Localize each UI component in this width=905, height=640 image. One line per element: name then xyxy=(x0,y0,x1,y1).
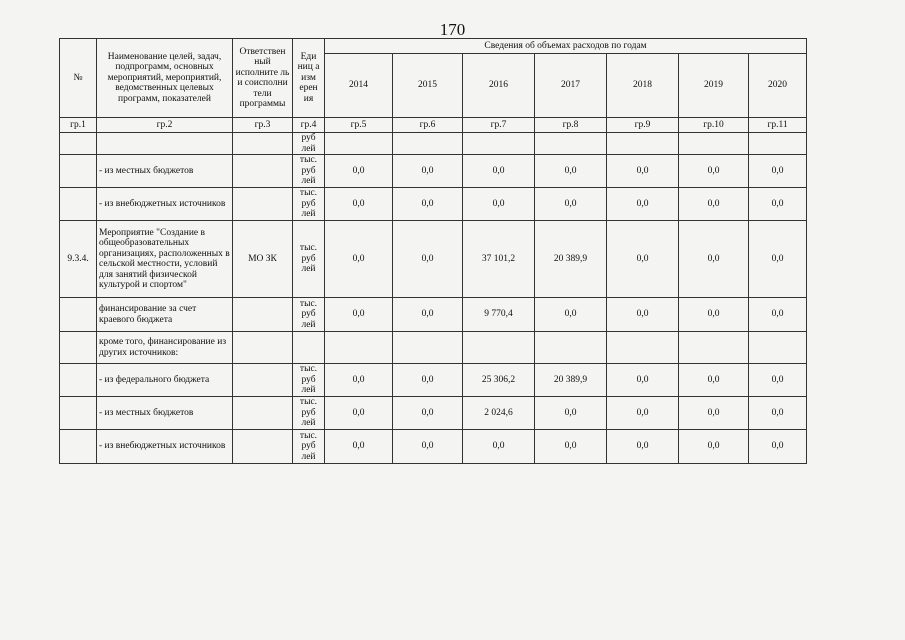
gr-label: гр.8 xyxy=(535,118,607,133)
table-row xyxy=(60,155,807,188)
gr-label: гр.4 xyxy=(293,118,325,133)
row-value: 0,0 xyxy=(749,155,807,188)
row-value: 0,0 xyxy=(535,188,607,221)
row-number xyxy=(60,397,97,430)
table-row xyxy=(60,397,807,430)
column-number-row xyxy=(60,118,807,133)
row-unit: тыс. руб лей xyxy=(293,155,325,188)
row-value xyxy=(463,133,535,155)
row-value: 0,0 xyxy=(749,221,807,298)
header-year: 2016 xyxy=(463,54,535,118)
row-value: 0,0 xyxy=(393,155,463,188)
header-year: 2015 xyxy=(393,54,463,118)
row-value xyxy=(325,133,393,155)
row-responsible: МО ЗК xyxy=(233,221,293,298)
gr-label: гр.9 xyxy=(607,118,679,133)
row-unit: тыс. руб лей xyxy=(293,188,325,221)
row-value: 9 770,4 xyxy=(463,298,535,332)
row-name: финансирование за счет краевого бюджета xyxy=(97,298,233,332)
row-value: 0,0 xyxy=(393,364,463,397)
row-value: 0,0 xyxy=(393,397,463,430)
header-expenses: Сведения об объемах расходов по годам xyxy=(325,39,807,54)
row-value: 0,0 xyxy=(607,364,679,397)
table-row xyxy=(60,364,807,397)
row-value: 0,0 xyxy=(535,155,607,188)
row-name: Мероприятие "Создание в общеобразовательных организациях, расположенных в сельской местности, условий для занятий физической культурой и спортом" xyxy=(97,221,233,298)
row-value: 0,0 xyxy=(393,221,463,298)
row-responsible xyxy=(233,298,293,332)
row-value: 0,0 xyxy=(679,188,749,221)
row-value xyxy=(325,332,393,364)
header-year: 2014 xyxy=(325,54,393,118)
row-value: 0,0 xyxy=(679,364,749,397)
row-value: 0,0 xyxy=(749,364,807,397)
row-value: 0,0 xyxy=(463,430,535,464)
row-value: 0,0 xyxy=(679,155,749,188)
row-name: - из федерального бюджета xyxy=(97,364,233,397)
row-name xyxy=(97,133,233,155)
row-value xyxy=(535,133,607,155)
row-name: - из местных бюджетов xyxy=(97,155,233,188)
row-unit: тыс. руб лей xyxy=(293,364,325,397)
table-row xyxy=(60,430,807,464)
gr-label: гр.2 xyxy=(97,118,233,133)
row-responsible xyxy=(233,397,293,430)
expenses-table xyxy=(59,38,807,464)
header-year: 2017 xyxy=(535,54,607,118)
gr-label: гр.6 xyxy=(393,118,463,133)
row-responsible xyxy=(233,364,293,397)
row-value xyxy=(749,332,807,364)
row-value: 0,0 xyxy=(607,397,679,430)
row-value: 0,0 xyxy=(325,155,393,188)
row-value: 0,0 xyxy=(325,188,393,221)
row-unit: руб лей xyxy=(293,133,325,155)
row-number xyxy=(60,155,97,188)
row-responsible xyxy=(233,188,293,221)
table-row xyxy=(60,298,807,332)
header-unit: Еди ниц а изм ерен ия xyxy=(293,39,325,118)
row-value: 20 389,9 xyxy=(535,364,607,397)
header-year: 2019 xyxy=(679,54,749,118)
row-value: 0,0 xyxy=(607,298,679,332)
row-value: 0,0 xyxy=(607,430,679,464)
table-row xyxy=(60,188,807,221)
row-value xyxy=(607,133,679,155)
row-value: 0,0 xyxy=(749,298,807,332)
row-unit xyxy=(293,332,325,364)
row-number xyxy=(60,298,97,332)
row-value xyxy=(463,332,535,364)
row-value: 0,0 xyxy=(393,430,463,464)
row-number xyxy=(60,188,97,221)
row-value: 0,0 xyxy=(607,221,679,298)
header-responsible: Ответствен ный исполните ль и соисполни тели программы xyxy=(233,39,293,118)
row-value: 0,0 xyxy=(749,188,807,221)
row-value xyxy=(393,332,463,364)
row-name: - из внебюджетных источников xyxy=(97,188,233,221)
row-value: 0,0 xyxy=(463,155,535,188)
row-number: 9.3.4. xyxy=(60,221,97,298)
row-responsible xyxy=(233,332,293,364)
row-value: 0,0 xyxy=(463,188,535,221)
header-name: Наименование целей, задач, подпрограмм, основных мероприятий, мероприятий, ведомственных целевых программ, показателей xyxy=(97,39,233,118)
row-value: 0,0 xyxy=(535,298,607,332)
row-value: 0,0 xyxy=(325,397,393,430)
row-value: 0,0 xyxy=(679,298,749,332)
row-value: 0,0 xyxy=(607,188,679,221)
row-value: 25 306,2 xyxy=(463,364,535,397)
row-number xyxy=(60,133,97,155)
row-value xyxy=(393,133,463,155)
row-value xyxy=(535,332,607,364)
row-value: 0,0 xyxy=(679,430,749,464)
row-value: 0,0 xyxy=(607,155,679,188)
row-responsible xyxy=(233,430,293,464)
gr-label: гр.10 xyxy=(679,118,749,133)
row-value: 37 101,2 xyxy=(463,221,535,298)
row-name: кроме того, финансирование из других источников: xyxy=(97,332,233,364)
row-value: 0,0 xyxy=(325,364,393,397)
row-value: 0,0 xyxy=(535,397,607,430)
row-value: 0,0 xyxy=(679,397,749,430)
row-name: - из внебюджетных источников xyxy=(97,430,233,464)
row-value: 0,0 xyxy=(679,221,749,298)
gr-label: гр.1 xyxy=(60,118,97,133)
table-header xyxy=(60,39,807,118)
row-value: 0,0 xyxy=(749,397,807,430)
table-row xyxy=(60,133,807,155)
row-value xyxy=(679,133,749,155)
row-unit: тыс. руб лей xyxy=(293,430,325,464)
row-value xyxy=(679,332,749,364)
gr-label: гр.3 xyxy=(233,118,293,133)
table-row xyxy=(60,332,807,364)
row-value: 20 389,9 xyxy=(535,221,607,298)
row-value: 0,0 xyxy=(749,430,807,464)
row-unit: тыс. руб лей xyxy=(293,298,325,332)
header-number: № xyxy=(60,39,97,118)
gr-label: гр.5 xyxy=(325,118,393,133)
gr-label: гр.7 xyxy=(463,118,535,133)
row-unit: тыс. руб лей xyxy=(293,221,325,298)
row-responsible xyxy=(233,133,293,155)
row-number xyxy=(60,430,97,464)
header-year: 2020 xyxy=(749,54,807,118)
row-value: 0,0 xyxy=(325,430,393,464)
table-row xyxy=(60,221,807,298)
row-responsible xyxy=(233,155,293,188)
row-unit: тыс. руб лей xyxy=(293,397,325,430)
row-number xyxy=(60,364,97,397)
gr-label: гр.11 xyxy=(749,118,807,133)
row-value: 0,0 xyxy=(393,298,463,332)
row-value: 0,0 xyxy=(325,298,393,332)
page-number: 170 xyxy=(439,20,466,39)
row-value: 0,0 xyxy=(325,221,393,298)
row-number xyxy=(60,332,97,364)
row-value xyxy=(607,332,679,364)
row-value: 0,0 xyxy=(535,430,607,464)
row-value: 0,0 xyxy=(393,188,463,221)
row-name: - из местных бюджетов xyxy=(97,397,233,430)
header-year: 2018 xyxy=(607,54,679,118)
row-value xyxy=(749,133,807,155)
row-value: 2 024,6 xyxy=(463,397,535,430)
